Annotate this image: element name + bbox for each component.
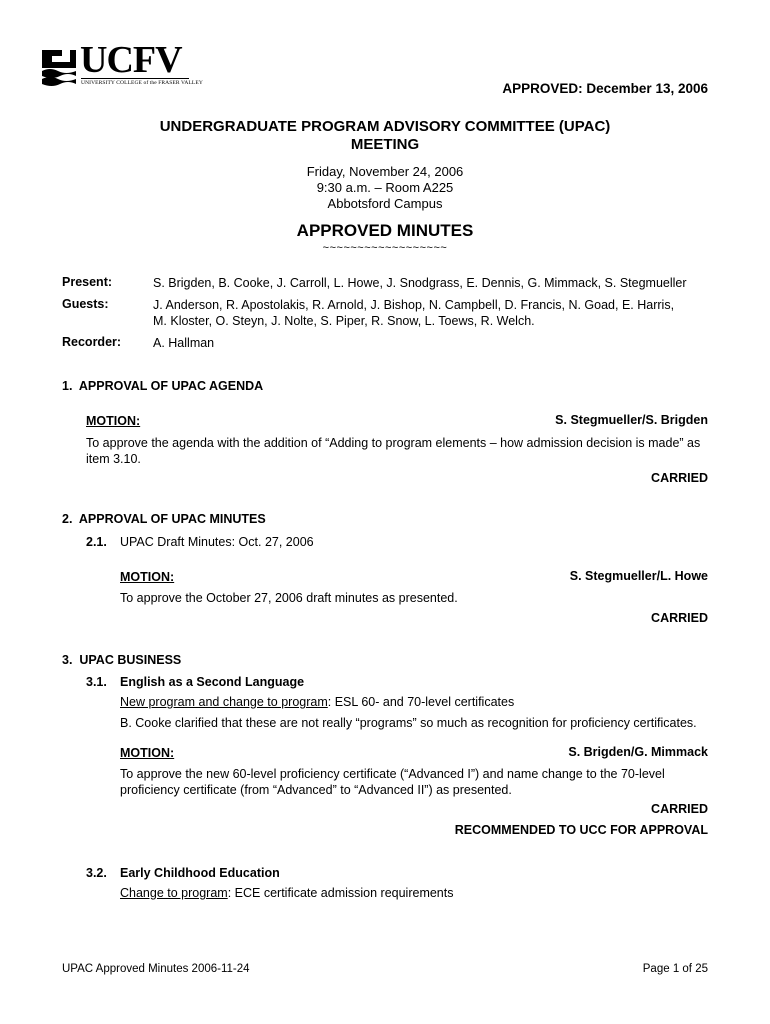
meeting-campus: Abbotsford Campus: [327, 196, 443, 211]
s2-result: CARRIED: [651, 611, 708, 625]
s1-movers: S. Stegmueller/S. Brigden: [555, 413, 708, 427]
title-line-2: MEETING: [350, 136, 420, 153]
s3-motion-text: [120, 766, 716, 798]
s3-motion-text-line-2: proficiency certificate (from “Advanced” to “Advanced II”) as presented.: [120, 783, 512, 797]
ucfv-emblem-icon: [40, 46, 78, 88]
footer-page-number: Page 1 of 25: [642, 963, 708, 975]
s3-motion-label: MOTION:: [120, 746, 175, 760]
s1-motion-text-line-2: item 3.10.: [86, 452, 141, 466]
present-label: Present:: [62, 275, 113, 289]
guests-line-1: J. Anderson, R. Apostolakis, R. Arnold, J. Bishop, N. Campbell, D. Francis, N. Goad, E. Harris,: [153, 298, 675, 312]
document-title: [0, 118, 770, 154]
s3-result: CARRIED: [651, 802, 708, 816]
s3-sub2-title: Early Childhood Education: [120, 866, 280, 880]
s3-sub2-number: 3.2.: [86, 866, 107, 880]
ucfv-logo: [40, 39, 203, 92]
section-3-heading: 3. UPAC BUSINESS: [62, 653, 182, 667]
s3-motion-text-line-1: To approve the new 60-level proficiency certificate (“Advanced I”) and name change to the 70-level: [120, 767, 665, 781]
logo-wordmark: UCFV: [80, 39, 182, 81]
s1-motion-text-line-1: To approve the agenda with the addition of “Adding to program elements – how admission decision is made” as: [86, 436, 701, 450]
meeting-info: [0, 164, 770, 212]
section-1-heading: 1. APPROVAL OF UPAC AGENDA: [62, 379, 264, 393]
minutes-heading: APPROVED MINUTES: [296, 221, 474, 240]
section-2-heading: 2. APPROVAL OF UPAC MINUTES: [62, 512, 266, 526]
present-list: S. Brigden, B. Cooke, J. Carroll, L. Howe, J. Snodgrass, E. Dennis, G. Mimmack, S. Stegmueller: [153, 276, 687, 290]
guests-list: [153, 297, 713, 329]
s2-sub-number: 2.1.: [86, 535, 107, 549]
logo-subtitle: UNIVERSITY COLLEGE of the FRASER VALLEY: [81, 80, 203, 86]
s3-sub1-change: [120, 694, 514, 710]
s3-sub1-change-label: New program and change to program: [120, 695, 328, 709]
guests-label: Guests:: [62, 297, 109, 311]
s3-sub1-change-rest: : ESL 60- and 70-level certificates: [327, 695, 515, 709]
s1-result: CARRIED: [651, 471, 708, 485]
footer-document-name: UPAC Approved Minutes 2006-11-24: [62, 963, 250, 975]
s2-motion-text: To approve the October 27, 2006 draft minutes as presented.: [120, 591, 458, 605]
recorder-label: Recorder:: [62, 335, 122, 349]
s3-sub1-number: 3.1.: [86, 675, 107, 689]
s3-sub1-note: B. Cooke clarified that these are not really “programs” so much as recognition for proficiency certificates.: [120, 716, 697, 730]
recorder-name: A. Hallman: [153, 336, 215, 350]
s3-sub2-change-label: Change to program: [120, 886, 228, 900]
s1-motion-text: [86, 435, 716, 467]
s3-sub2-change: [120, 885, 453, 901]
meeting-time-room: 9:30 a.m. – Room A225: [316, 180, 454, 195]
title-line-1: UNDERGRADUATE PROGRAM ADVISORY COMMITTEE (UPAC): [159, 118, 611, 135]
s1-motion-label: MOTION:: [86, 414, 141, 428]
s2-movers: S. Stegmueller/L. Howe: [569, 569, 708, 583]
s2-sub-text: UPAC Draft Minutes: Oct. 27, 2006: [120, 535, 314, 549]
s3-movers: S. Brigden/G. Mimmack: [568, 745, 708, 759]
s3-sub1-title: English as a Second Language: [120, 675, 305, 689]
guests-line-2: M. Kloster, O. Steyn, J. Nolte, S. Piper, R. Snow, L. Toews, R. Welch.: [153, 314, 535, 328]
s2-motion-label: MOTION:: [120, 570, 175, 584]
s3-recommendation: RECOMMENDED TO UCC FOR APPROVAL: [454, 823, 708, 837]
s3-sub2-change-rest: : ECE certificate admission requirements: [227, 886, 454, 900]
approved-date: APPROVED: December 13, 2006: [502, 81, 708, 96]
meeting-date: Friday, November 24, 2006: [306, 164, 464, 179]
tilde-rule: ~~~~~~~~~~~~~~~~~~: [322, 242, 448, 254]
